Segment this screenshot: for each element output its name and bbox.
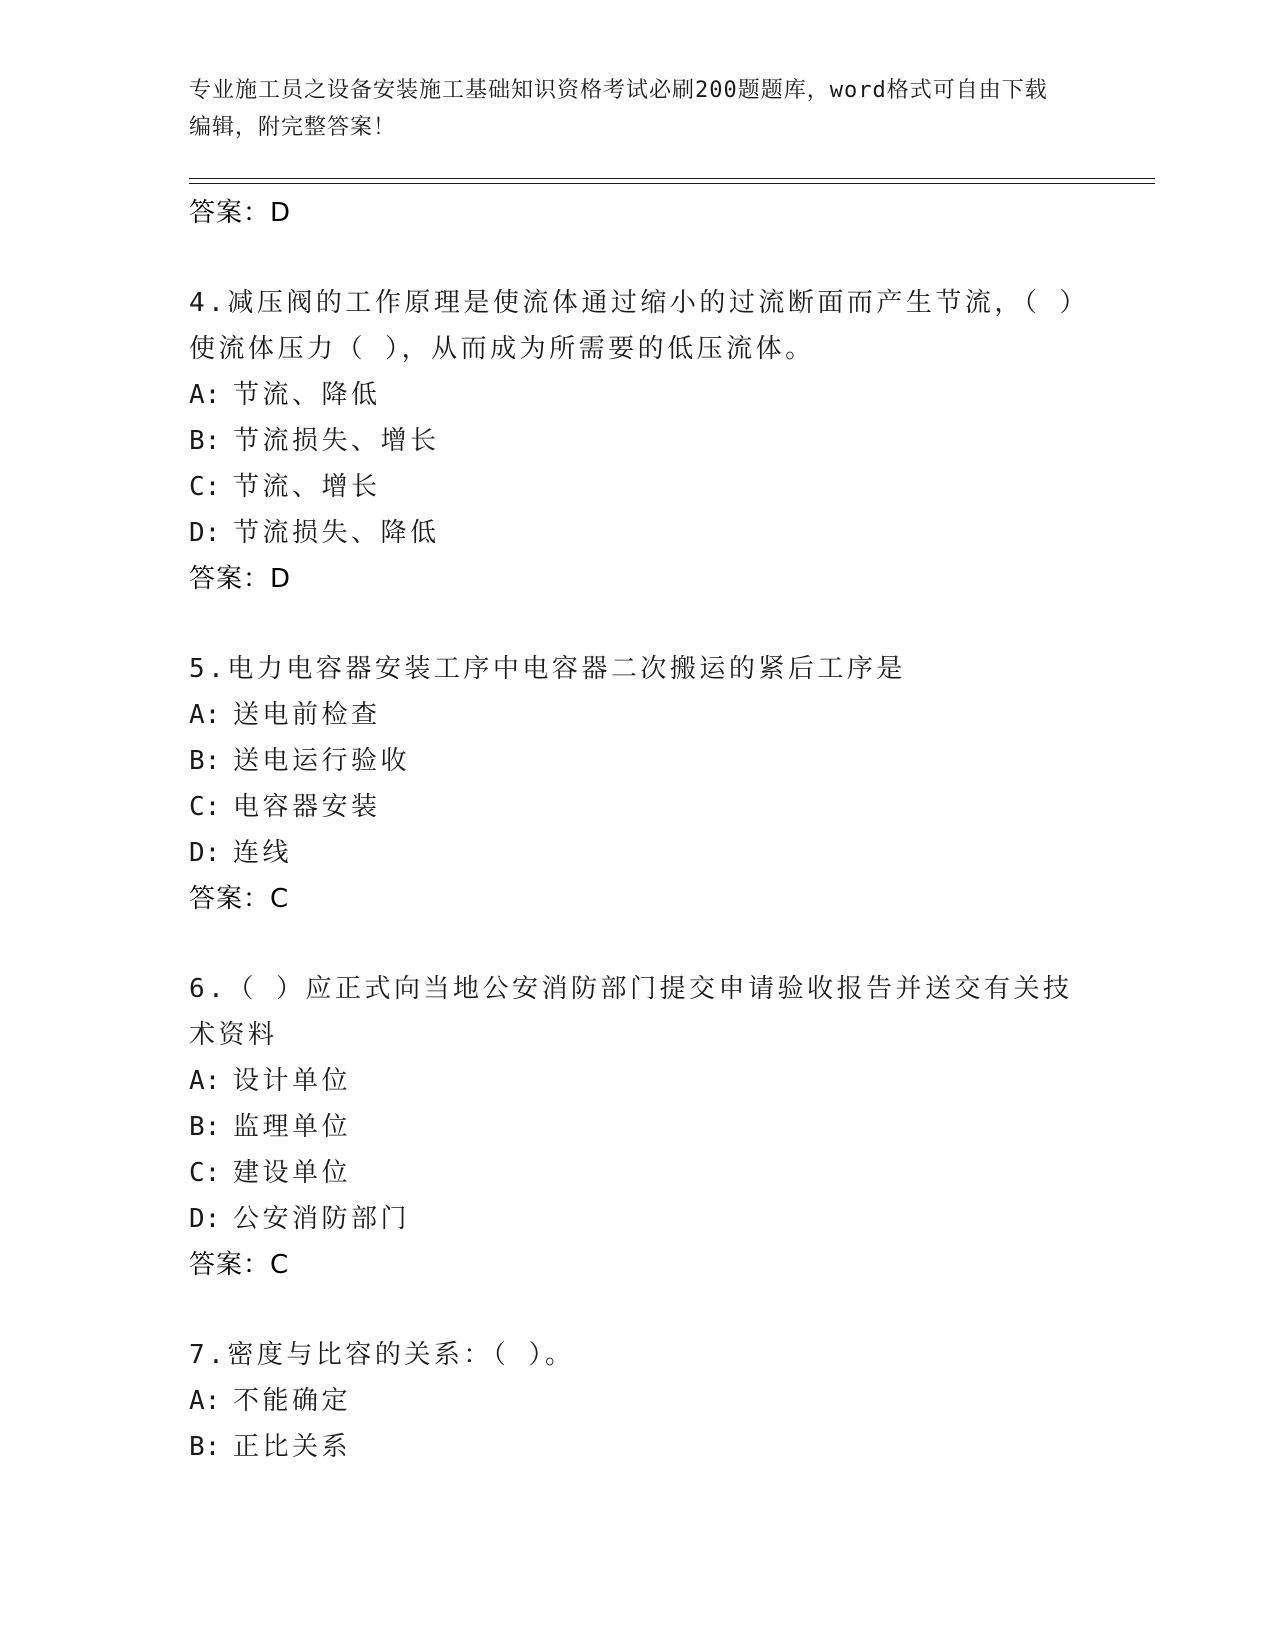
option-d — [189, 1196, 1129, 1242]
option-text: 正比关系 — [233, 1432, 352, 1462]
option-letter: C: — [189, 472, 221, 502]
option-b — [189, 1424, 1129, 1470]
option-letter: D: — [189, 1204, 221, 1234]
option-text: 送电前检查 — [233, 700, 381, 730]
question-body: 电力电容器安装工序中电容器二次搬运的紧后工序是 — [227, 654, 906, 684]
option-c — [189, 464, 1129, 510]
question-text — [189, 966, 1089, 1058]
option-text: 不能确定 — [233, 1386, 352, 1416]
option-letter: A: — [189, 1386, 221, 1416]
answer-value: D — [270, 198, 292, 228]
option-b — [189, 1104, 1129, 1150]
option-text: 节流、增长 — [233, 472, 381, 502]
question-6 — [189, 966, 1129, 1288]
question-text — [189, 280, 1089, 372]
question-body: 密度与比容的关系：（ ）。 — [227, 1340, 575, 1370]
option-d — [189, 510, 1129, 556]
question-number: 4. — [189, 288, 228, 318]
option-text: 公安消防部门 — [233, 1204, 411, 1234]
document-header: 专业施工员之设备安装施工基础知识资格考试必刷200题题库，word格式可自由下载编辑，附完整答案！ — [189, 78, 1048, 140]
option-b — [189, 738, 1129, 784]
option-letter: C: — [189, 792, 221, 822]
option-text: 送电运行验收 — [233, 746, 411, 776]
question-body: （ ）应正式向当地公安消防部门提交申请验收报告并送交有关技术资料 — [189, 974, 1073, 1050]
answer-line — [189, 556, 1129, 602]
header-divider-top — [189, 178, 1155, 179]
option-text: 节流、降低 — [233, 380, 381, 410]
option-letter: B: — [189, 746, 221, 776]
answer-value: C — [270, 1250, 290, 1280]
option-b — [189, 418, 1129, 464]
option-letter: A: — [189, 380, 221, 410]
option-text: 设计单位 — [233, 1066, 352, 1096]
answer-line — [189, 876, 1129, 922]
option-text: 节流损失、降低 — [233, 518, 440, 548]
option-a — [189, 1058, 1129, 1104]
option-letter: C: — [189, 1158, 221, 1188]
option-d — [189, 830, 1129, 876]
option-letter: D: — [189, 838, 221, 868]
option-text: 建设单位 — [233, 1158, 352, 1188]
option-text: 节流损失、增长 — [233, 426, 440, 456]
option-letter: D: — [189, 518, 221, 548]
option-c — [189, 1150, 1129, 1196]
option-a — [189, 692, 1129, 738]
answer-label: 答案： — [189, 198, 271, 228]
option-letter: B: — [189, 426, 221, 456]
option-letter: B: — [189, 1112, 221, 1142]
answer-label: 答案： — [189, 1250, 271, 1280]
question-number: 7. — [189, 1340, 228, 1370]
answer-line-q3 — [189, 190, 1129, 236]
option-text: 连线 — [233, 838, 293, 868]
question-4 — [189, 280, 1129, 602]
option-letter: A: — [189, 1066, 221, 1096]
answer-value: D — [270, 564, 292, 594]
answer-label: 答案： — [189, 564, 271, 594]
option-letter: B: — [189, 1432, 221, 1462]
option-a — [189, 372, 1129, 418]
question-text — [189, 646, 1089, 692]
header-divider-bottom — [189, 183, 1155, 184]
answer-line — [189, 1242, 1129, 1288]
question-7 — [189, 1332, 1129, 1470]
option-text: 电容器安装 — [233, 792, 381, 822]
answer-value: C — [270, 884, 290, 914]
question-5 — [189, 646, 1129, 922]
question-list — [189, 190, 1129, 1470]
question-number: 5. — [189, 654, 228, 684]
question-text — [189, 1332, 1089, 1378]
option-c — [189, 784, 1129, 830]
question-body: 减压阀的工作原理是使流体通过缩小的过流断面而产生节流，（ ）使流体压力（ ），从而成为所需要的低压流体。 — [189, 288, 1089, 364]
question-number: 6. — [189, 974, 228, 1004]
option-letter: A: — [189, 700, 221, 730]
option-a — [189, 1378, 1129, 1424]
answer-label: 答案： — [189, 884, 271, 914]
option-text: 监理单位 — [233, 1112, 352, 1142]
